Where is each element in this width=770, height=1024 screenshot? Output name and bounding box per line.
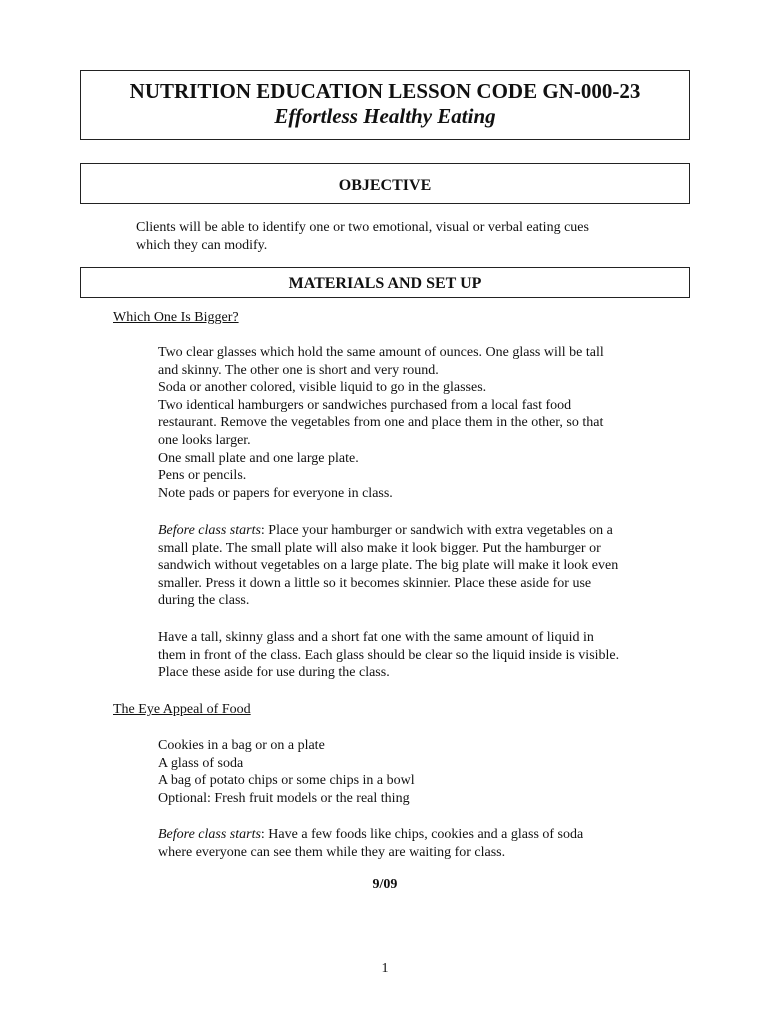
list-item: Two clear glasses which hold the same amount of ounces. One glass will be tall bbox=[158, 345, 604, 360]
materials-heading-box bbox=[80, 267, 690, 298]
objective-line: Clients will be able to identify one or two emotional, visual or verbal eating cues bbox=[136, 220, 589, 235]
revision-date: 9/09 bbox=[372, 877, 398, 892]
materials-list-2 bbox=[158, 737, 415, 807]
objective-heading: OBJECTIVE bbox=[338, 177, 432, 194]
paragraph-line: where everyone can see them while they are waiting for class. bbox=[158, 844, 506, 860]
before-class-label: Before class starts bbox=[158, 827, 261, 842]
paragraph-line bbox=[158, 522, 618, 540]
objective-line: which they can modify. bbox=[136, 237, 268, 253]
paragraph-line: them in front of the class. Each glass should be clear so the liquid inside is visible. bbox=[158, 647, 620, 663]
title-box bbox=[80, 70, 690, 140]
list-item: restaurant. Remove the vegetables from one and place them in the other, so that bbox=[158, 415, 604, 431]
materials-heading: MATERIALS AND SET UP bbox=[288, 275, 482, 292]
paragraph-line bbox=[158, 826, 583, 844]
list-item: Cookies in a bag or on a plate bbox=[158, 738, 325, 753]
section-heading-which-bigger: Which One Is Bigger? bbox=[113, 310, 239, 325]
paragraph-line: Place these aside for use during the class. bbox=[158, 665, 390, 681]
list-item: A glass of soda bbox=[158, 755, 244, 771]
section-heading-eye-appeal: The Eye Appeal of Food bbox=[113, 702, 251, 717]
paragraph-line: during the class. bbox=[158, 593, 250, 609]
list-item: Note pads or papers for everyone in class. bbox=[158, 485, 393, 501]
list-item: Two identical hamburgers or sandwiches purchased from a local fast food bbox=[158, 397, 572, 413]
materials-list-1 bbox=[158, 344, 604, 502]
before-class-label: Before class starts bbox=[158, 523, 261, 538]
before-class-paragraph-1 bbox=[158, 522, 618, 610]
objective-heading-box bbox=[80, 163, 690, 204]
before-class-text: : Place your hamburger or sandwich with extra vegetables on a bbox=[260, 523, 613, 538]
paragraph-line: Have a tall, skinny glass and a short fat one with the same amount of liquid in bbox=[158, 630, 594, 645]
list-item: one looks larger. bbox=[158, 432, 251, 448]
before-class-paragraph-2 bbox=[158, 826, 583, 861]
list-item: Soda or another colored, visible liquid to go in the glasses. bbox=[158, 380, 487, 396]
list-item: Optional: Fresh fruit models or the real thing bbox=[158, 790, 410, 806]
paragraph-line: smaller. Press it down a little so it becomes skinnier. Place these aside for use bbox=[158, 575, 592, 591]
glass-paragraph bbox=[158, 629, 619, 682]
objective-text bbox=[136, 219, 589, 254]
list-item: Pens or pencils. bbox=[158, 468, 247, 484]
paragraph-line: small plate. The small plate will also make it look bigger. Put the hamburger or bbox=[158, 540, 601, 556]
list-item: One small plate and one large plate. bbox=[158, 450, 359, 466]
before-class-text: : Have a few foods like chips, cookies and a glass of soda bbox=[260, 827, 584, 842]
page-number: 1 bbox=[381, 961, 389, 976]
document-subtitle: Effortless Healthy Eating bbox=[274, 104, 496, 128]
list-item: A bag of potato chips or some chips in a bowl bbox=[158, 773, 415, 789]
paragraph-line: sandwich without vegetables on a large plate. The big plate will make it look even bbox=[158, 558, 619, 574]
document-title: NUTRITION EDUCATION LESSON CODE GN-000-23 bbox=[129, 79, 641, 103]
list-item: and skinny. The other one is short and very round. bbox=[158, 362, 439, 378]
